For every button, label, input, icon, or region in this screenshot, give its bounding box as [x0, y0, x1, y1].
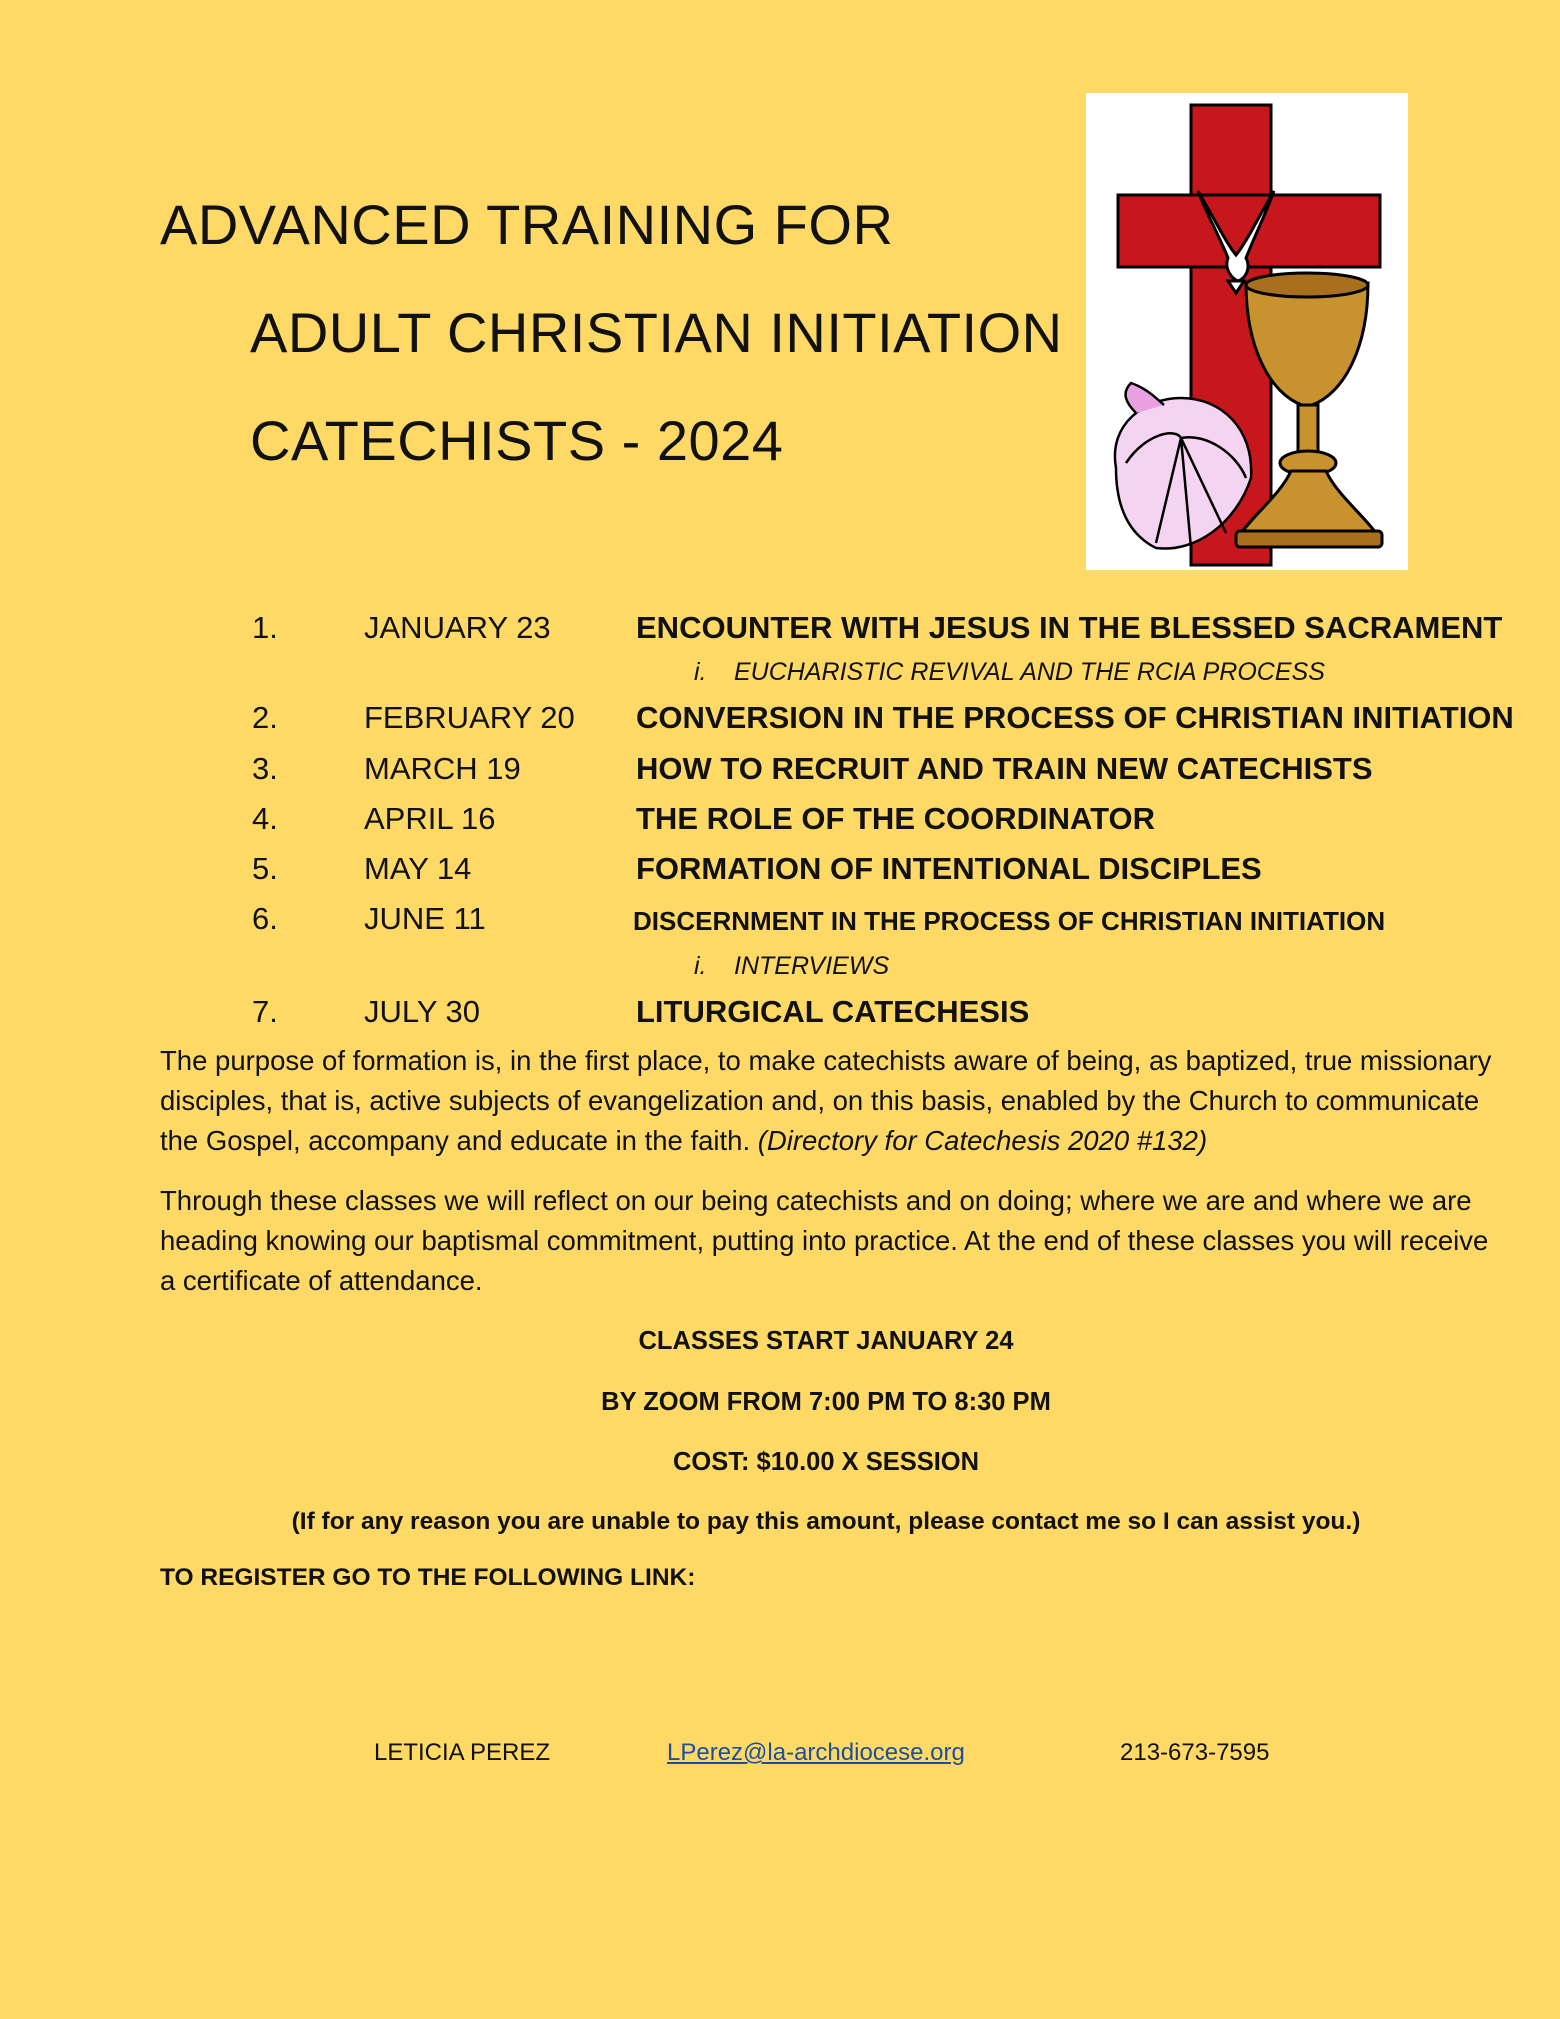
- schedule-number: 7.: [252, 994, 278, 1029]
- schedule-topic: THE ROLE OF THE COORDINATOR: [636, 801, 1155, 836]
- cost: COST: $10.00 X SESSION: [672, 1448, 980, 1476]
- schedule-date: JUNE 11: [364, 901, 486, 936]
- schedule-subtopic: [694, 658, 1325, 687]
- schedule-date: MARCH 19: [364, 751, 521, 786]
- register-instructions: TO REGISTER GO TO THE FOLLOWING LINK:: [160, 1564, 696, 1591]
- schedule-topic: FORMATION OF INTENTIONAL DISCIPLES: [636, 851, 1262, 886]
- schedule-topic: HOW TO RECRUIT AND TRAIN NEW CATECHISTS: [636, 751, 1373, 786]
- schedule-date: JULY 30: [364, 994, 481, 1029]
- schedule-number: 5.: [252, 851, 278, 886]
- title-line-2: ADULT CHRISTIAN INITIATION: [250, 301, 1063, 364]
- schedule-number: 3.: [252, 751, 278, 786]
- cross-horizontal: [1118, 195, 1380, 267]
- schedule-date: FEBRUARY 20: [364, 700, 575, 735]
- title-line-1: ADVANCED TRAINING FOR: [160, 193, 894, 256]
- schedule-number: 4.: [252, 801, 278, 836]
- subtopic-marker: i.: [694, 952, 707, 980]
- schedule-topic: CONVERSION IN THE PROCESS OF CHRISTIAN INITIATION: [636, 700, 1514, 735]
- contact-name: LETICIA PEREZ: [374, 1739, 551, 1766]
- contact-email-link[interactable]: LPerez@la-archdiocese.org: [667, 1739, 965, 1766]
- citation-text: (Directory for Catechesis 2020 #132): [757, 1125, 1208, 1156]
- purpose-paragraph: [160, 1041, 1500, 1161]
- contact-phone: 213-673-7595: [1120, 1739, 1270, 1766]
- subtopic-text: INTERVIEWS: [734, 952, 890, 980]
- schedule-topic: DISCERNMENT IN THE PROCESS OF CHRISTIAN INITIATION: [633, 906, 1386, 936]
- assistance-note: (If for any reason you are unable to pay this amount, please contact me so I can assist you.): [291, 1508, 1361, 1535]
- schedule-subtopic: [694, 952, 889, 981]
- purpose-text: The purpose of formation is, in the first place, to make catechists aware of being, as baptized, true missionary disciples, that is, active subjects of evangelization and, on this basis, enabled by the Church to communicate the Gospel, accompany and educate in the faith.: [160, 1045, 1492, 1156]
- schedule-number: 6.: [252, 901, 278, 936]
- schedule-date: APRIL 16: [364, 801, 496, 836]
- cross-dove-chalice-shell-icon: [1086, 93, 1408, 570]
- reflection-paragraph: Through these classes we will reflect on our being catechists and on doing; where we are and where we are heading knowing our baptismal commitment, putting into practice. At the end of these classes you will receive a certificate of attendance.: [160, 1185, 1489, 1296]
- schedule-topic: ENCOUNTER WITH JESUS IN THE BLESSED SACRAMENT: [636, 610, 1503, 645]
- title-line-3: CATECHISTS - 2024: [250, 409, 784, 472]
- zoom-time: BY ZOOM FROM 7:00 PM TO 8:30 PM: [601, 1388, 1051, 1416]
- schedule-date: JANUARY 23: [364, 610, 551, 645]
- schedule-number: 1.: [252, 610, 278, 645]
- subtopic-marker: i.: [694, 658, 707, 686]
- schedule-date: MAY 14: [364, 851, 472, 886]
- classes-start: CLASSES START JANUARY 24: [638, 1327, 1014, 1355]
- subtopic-text: EUCHARISTIC REVIVAL AND THE RCIA PROCESS: [734, 658, 1325, 686]
- schedule-number: 2.: [252, 700, 278, 735]
- schedule-topic: LITURGICAL CATECHESIS: [636, 994, 1030, 1029]
